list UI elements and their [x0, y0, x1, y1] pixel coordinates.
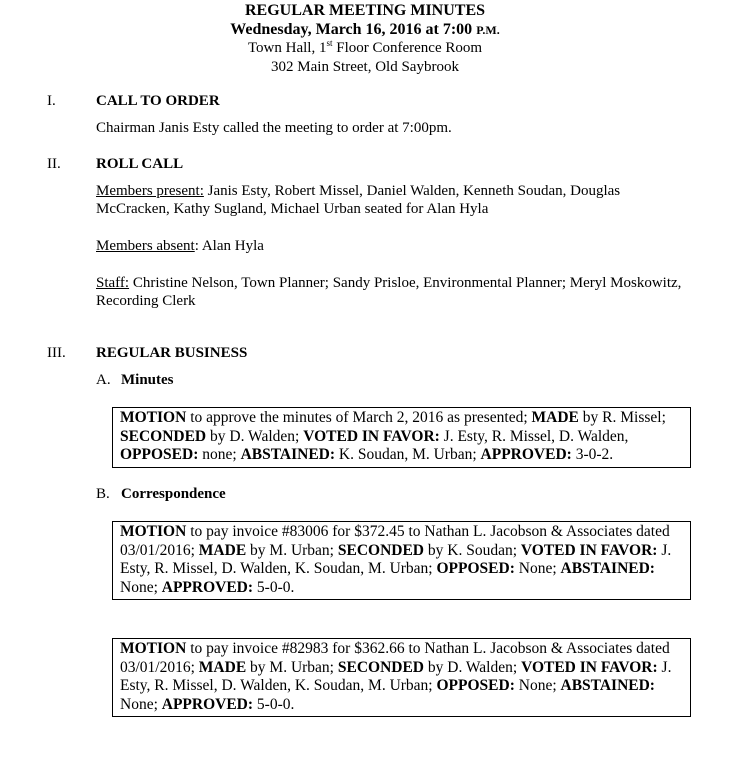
- members-absent-label: Members absent: [96, 238, 195, 254]
- approved-keyword: APPROVED:: [161, 578, 254, 596]
- approved-text: 5-0-0.: [253, 578, 295, 596]
- voted-text: J. Esty, R. Missel, D. Walden, K. Soudan, M. Urban;: [120, 541, 672, 577]
- voted-keyword: VOTED IN FAVOR:: [521, 658, 658, 676]
- approved-text: 5-0-0.: [253, 695, 295, 713]
- abstained-keyword: ABSTAINED:: [240, 446, 336, 463]
- section-3-title: REGULAR BUSINESS: [96, 345, 248, 361]
- opposed-text: None;: [514, 677, 561, 694]
- meeting-location: [0, 40, 730, 57]
- seconded-text: by D. Walden;: [206, 427, 304, 445]
- motion-box-3: [112, 638, 691, 717]
- approved-keyword: APPROVED:: [480, 446, 572, 463]
- abstained-text: None;: [120, 695, 162, 713]
- staff: [96, 274, 686, 310]
- voted-keyword: VOTED IN FAVOR:: [303, 427, 440, 445]
- document-title: REGULAR MEETING MINUTES: [244, 2, 486, 19]
- seconded-keyword: SECONDED: [337, 541, 424, 559]
- location-sup: st: [326, 38, 333, 48]
- staff-label: Staff:: [96, 275, 130, 291]
- members-present-label: Members present:: [96, 183, 204, 199]
- made-text: by M. Urban;: [246, 541, 338, 559]
- meeting-address: 302 Main Street, Old Saybrook: [271, 59, 459, 75]
- abstained-text: None;: [120, 578, 162, 596]
- abstained-text: K. Soudan, M. Urban;: [335, 446, 481, 463]
- subsection-a-letter: A.: [96, 372, 111, 388]
- opposed-keyword: OPPOSED:: [436, 560, 515, 577]
- meeting-date-pm: P.M.: [476, 23, 500, 37]
- approved-text: 3-0-2.: [571, 446, 614, 463]
- motion-text: to pay invoice #83006 for $372.45 to Nathan L. Jacobson & Associates dated 03/01/2016;: [120, 523, 670, 559]
- section-2-numeral: II.: [47, 156, 61, 172]
- seconded-keyword: SECONDED: [337, 658, 424, 676]
- made-keyword: MADE: [531, 409, 579, 426]
- motion-text: to pay invoice #82983 for $362.66 to Nathan L. Jacobson & Associates dated 03/01/2016;: [120, 640, 670, 676]
- opposed-text: None;: [514, 560, 561, 577]
- section-1-title: CALL TO ORDER: [96, 93, 220, 109]
- opposed-text: none;: [198, 446, 241, 463]
- motion-keyword: MOTION: [120, 523, 187, 540]
- voted-text: J. Esty, R. Missel, D. Walden,: [439, 427, 629, 445]
- made-text: by R. Missel;: [578, 409, 666, 426]
- made-text: by M. Urban;: [246, 658, 338, 676]
- members-absent-text: : Alan Hyla: [194, 238, 264, 254]
- motion-text: to approve the minutes of March 2, 2016 as presented;: [186, 409, 532, 426]
- approved-keyword: APPROVED:: [161, 695, 254, 713]
- staff-text: Christine Nelson, Town Planner; Sandy Prisloe, Environmental Planner; Meryl Moskowitz, Recording Clerk: [96, 275, 682, 309]
- motion-box-1: [112, 407, 691, 468]
- made-keyword: MADE: [198, 658, 247, 676]
- opposed-keyword: OPPOSED:: [120, 446, 199, 463]
- opposed-keyword: OPPOSED:: [436, 677, 515, 694]
- section-1-numeral: I.: [47, 93, 56, 109]
- abstained-keyword: ABSTAINED:: [560, 677, 655, 694]
- seconded-text: by K. Soudan;: [424, 541, 521, 559]
- location-post: Floor Conference Room: [332, 40, 483, 56]
- meeting-date: [0, 21, 730, 39]
- location-pre: Town Hall, 1: [247, 40, 327, 56]
- abstained-keyword: ABSTAINED:: [560, 560, 655, 577]
- meeting-date-text: Wednesday, March 16, 2016 at 7:00: [230, 21, 473, 38]
- section-3-numeral: III.: [47, 345, 66, 361]
- motion-keyword: MOTION: [120, 409, 187, 426]
- voted-keyword: VOTED IN FAVOR:: [520, 541, 658, 559]
- section-1-text: Chairman Janis Esty called the meeting to order at 7:00pm.: [96, 120, 452, 136]
- seconded-keyword: SECONDED: [120, 427, 207, 445]
- section-2-title: ROLL CALL: [96, 156, 184, 172]
- seconded-text: by D. Walden;: [424, 658, 522, 676]
- subsection-b-letter: B.: [96, 486, 110, 502]
- voted-text: J. Esty, R. Missel, D. Walden, K. Soudan, M. Urban;: [120, 658, 672, 694]
- members-present: [96, 182, 686, 218]
- subsection-b-title: Correspondence: [121, 486, 226, 502]
- made-keyword: MADE: [198, 541, 247, 559]
- members-absent: [96, 237, 686, 255]
- motion-keyword: MOTION: [120, 640, 187, 657]
- subsection-a-title: Minutes: [121, 372, 174, 388]
- motion-box-2: [112, 521, 691, 600]
- members-present-text: Janis Esty, Robert Missel, Daniel Walden, Kenneth Soudan, Douglas McCracken, Kathy Sugland, Michael Urban seated for Alan Hyla: [96, 183, 621, 217]
